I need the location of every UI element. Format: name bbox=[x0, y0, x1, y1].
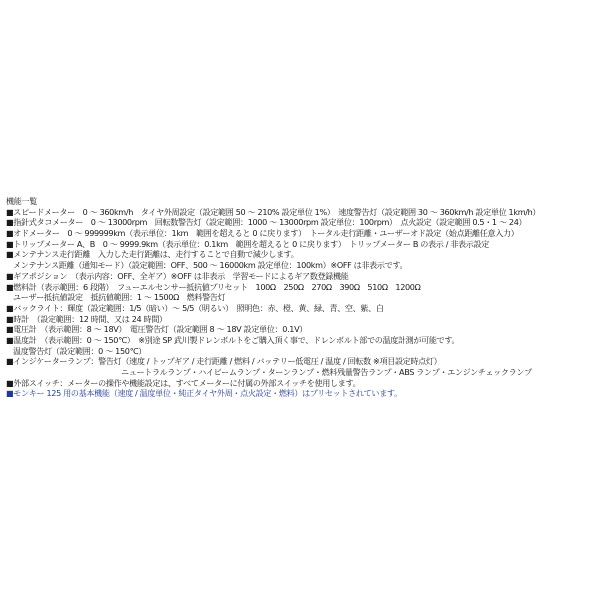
spec-line-clock: ■時計 （設定範囲：12 時間、又は 24 時間） bbox=[6, 313, 167, 324]
spec-line-external-switch: ■外部スイッチ：メーターの操作や機能設定は、すべてメーターに付属の外部スイッチを使用します。 bbox=[6, 377, 361, 388]
spec-line-odometer: ■オドメーター 0 〜 999999km（表示単位：1km 範囲を超えると 0 に戻ります） トータル走行距離・ユーザーオド設定（始点距離任意入力） bbox=[6, 228, 519, 239]
spec-line-tripmeter: ■トリップメーター A、B 0 〜 9999.9km（表示単位：0.1km 範囲を超えると 0 に戻ります） トリップメーター B の表示 / 非表示設定 bbox=[6, 238, 490, 249]
spec-line-indicator-lamps-detail: ニュートラルランプ・ハイビームランプ・ターンランプ・燃料残量警告ランプ・ABS ランプ・エンジンチェックランプ bbox=[121, 367, 532, 377]
spec-line-fuel-gauge: ■燃料計（表示範囲：6 段階） フューエルセンサー抵抗値プリセット 100Ω 250Ω 270Ω 390Ω 510Ω 1200Ω bbox=[6, 281, 421, 292]
spec-line-tachometer: ■指針式タコメーター 0 〜 13000rpm 回転数警告灯（設定範囲：1000 〜 13000rpm 設定単位：100rpm） 点火設定（設定範囲 0.5・1 〜 24） bbox=[6, 217, 527, 228]
spec-line-maintenance-detail: メンテナンス距離（通知モード）（設定範囲：OFF、500 〜 16000km 設定単位：100km）※OFF は非表示です。 bbox=[13, 260, 408, 271]
spec-line-fuel-gauge-user: ユーザー抵抗値設定 抵抗値範囲：1 〜 1500Ω 燃料警告灯 bbox=[13, 292, 226, 303]
spec-line-indicator-lamps: ■インジケーターランプ：警告灯（速度 / トップギア / 走行距離 / 燃料 / バッテリー低電圧 / 温度 / 回転数 ※項目設定時点灯） bbox=[6, 356, 442, 367]
feature-list bbox=[6, 196, 598, 399]
spec-line-backlight: ■バックライト：輝度（設定範囲：1/5（暗い）〜 5/5（明るい） 照明色：赤、橙、黄、緑、青、空、紫、白 bbox=[6, 302, 384, 313]
spec-line-thermometer: ■温度計 （表示範囲：0 〜 150℃） ※別途 SP 武川製ドレンボルトをご購入頂く事で、ドレンボルト部での温度計測が可能です。 bbox=[6, 334, 460, 345]
spec-line-gear-position: ■ギアポジション （表示内容：OFF、全ギア）※OFF は非表示 学習モードによるギア数登録機能 bbox=[6, 270, 349, 281]
spec-line-speedometer: ■スピードメーター 0 〜 360km/h タイヤ外周設定（設定範囲 50 〜 210% 設定単位 1%） 速度警告灯（設定範囲 30 〜 360km/h 設定単位 1km/h） bbox=[6, 206, 541, 217]
feature-list-heading: 機能一覧 bbox=[6, 196, 37, 206]
spec-line-temp-warning: 温度警告灯（設定範囲：0 〜 150℃） bbox=[13, 345, 147, 356]
spec-line-monkey125-preset: ■モンキー 125 用の基本機能（速度 / 温度単位・純正タイヤ外周・点火設定・燃料）はプリセットされています。 bbox=[6, 388, 402, 399]
spec-line-voltmeter: ■電圧計 （表示範囲：8 〜 18V） 電圧警告灯（設定範囲 8 〜 18V 設定単位：0.1V） bbox=[6, 324, 308, 335]
spec-line-maintenance: ■メンテナンス走行距離 入力した走行距離は、走行することで自動で減少します。 bbox=[6, 249, 299, 260]
